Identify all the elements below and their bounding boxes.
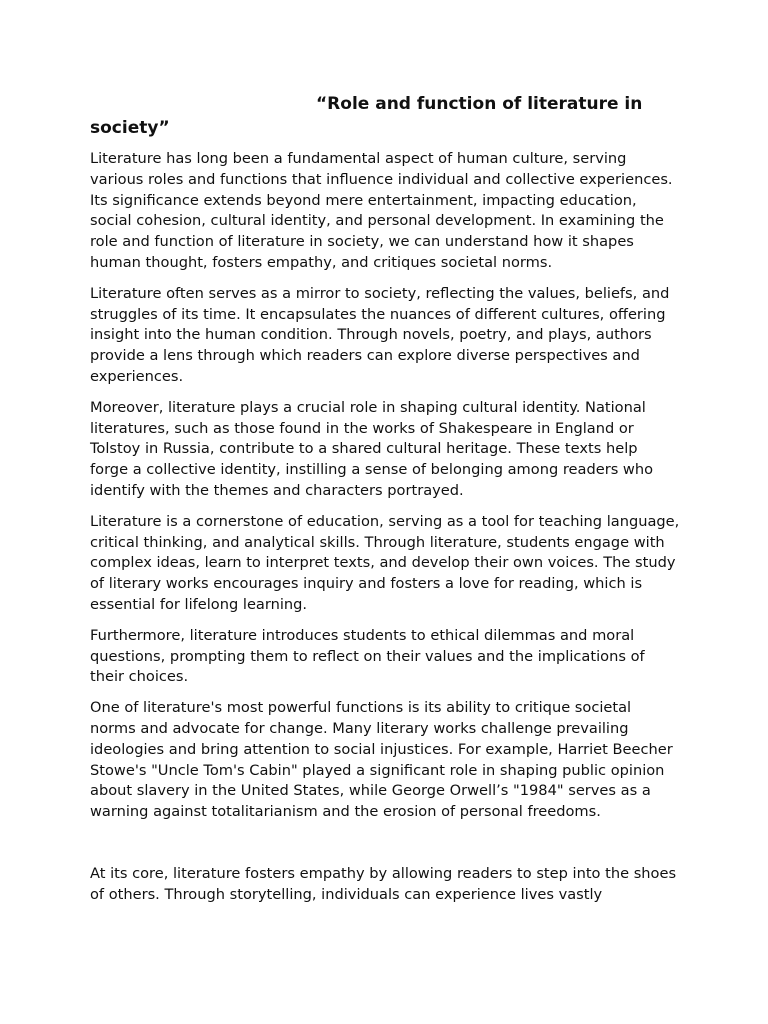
document-title: “Role and function of literature in society” <box>90 94 643 138</box>
paragraph-ethics: Furthermore, literature introduces students to ethical dilemmas and moral questions, prompting them to reflect on their values and the implications of their choices. <box>90 626 645 686</box>
paragraph-mirror: Literature often serves as a mirror to society, reflecting the values, beliefs, and struggles of its time. It encapsulates the nuances of different cultures, offering insight into the human condition. Through novels, poetry, and plays, authors provide a lens through which readers can explore diverse perspectives and experiences. <box>90 284 670 385</box>
paragraph-empathy: At its core, literature fosters empathy by allowing readers to step into the shoes of others. Through storytelling, individuals can experience lives vastly <box>90 864 677 903</box>
paragraph-cultural-identity: Moreover, literature plays a crucial role in shaping cultural identity. National literatures, such as those found in the works of Shakespeare in England or Tolstoy in Russia, contribute to a shared cultural heritage. These texts help forge a collective identity, instilling a sense of belonging among readers who identify with the themes and characters portrayed. <box>90 398 654 499</box>
document-page <box>90 92 680 916</box>
paragraph-critique: One of literature's most powerful functions is its ability to critique societal norms and advocate for change. Many literary works challenge prevailing ideologies and bring attention to social injustices. For example, Harriet Beecher Stowe's "Uncle Tom's Cabin" played a significant role in shaping public opinion about slavery in the United States, while George Orwell’s "1984" serves as a warning against totalitarianism and the erosion of personal freedoms. <box>90 699 673 821</box>
paragraph-intro: Literature has long been a fundamental aspect of human culture, serving various roles and functions that influence individual and collective experiences. Its significance extends beyond mere entertainment, impacting education, social cohesion, cultural identity, and personal development. In examining the role and function of literature in society, we can understand how it shapes human thought, fosters empathy, and critiques societal norms. <box>90 150 673 271</box>
paragraph-education: Literature is a cornerstone of education, serving as a tool for teaching language, critical thinking, and analytical skills. Through literature, students engage with complex ideas, learn to interpret texts, and develop their own voices. The study of literary works encourages inquiry and fosters a love for reading, which is essential for lifelong learning. <box>90 512 680 613</box>
